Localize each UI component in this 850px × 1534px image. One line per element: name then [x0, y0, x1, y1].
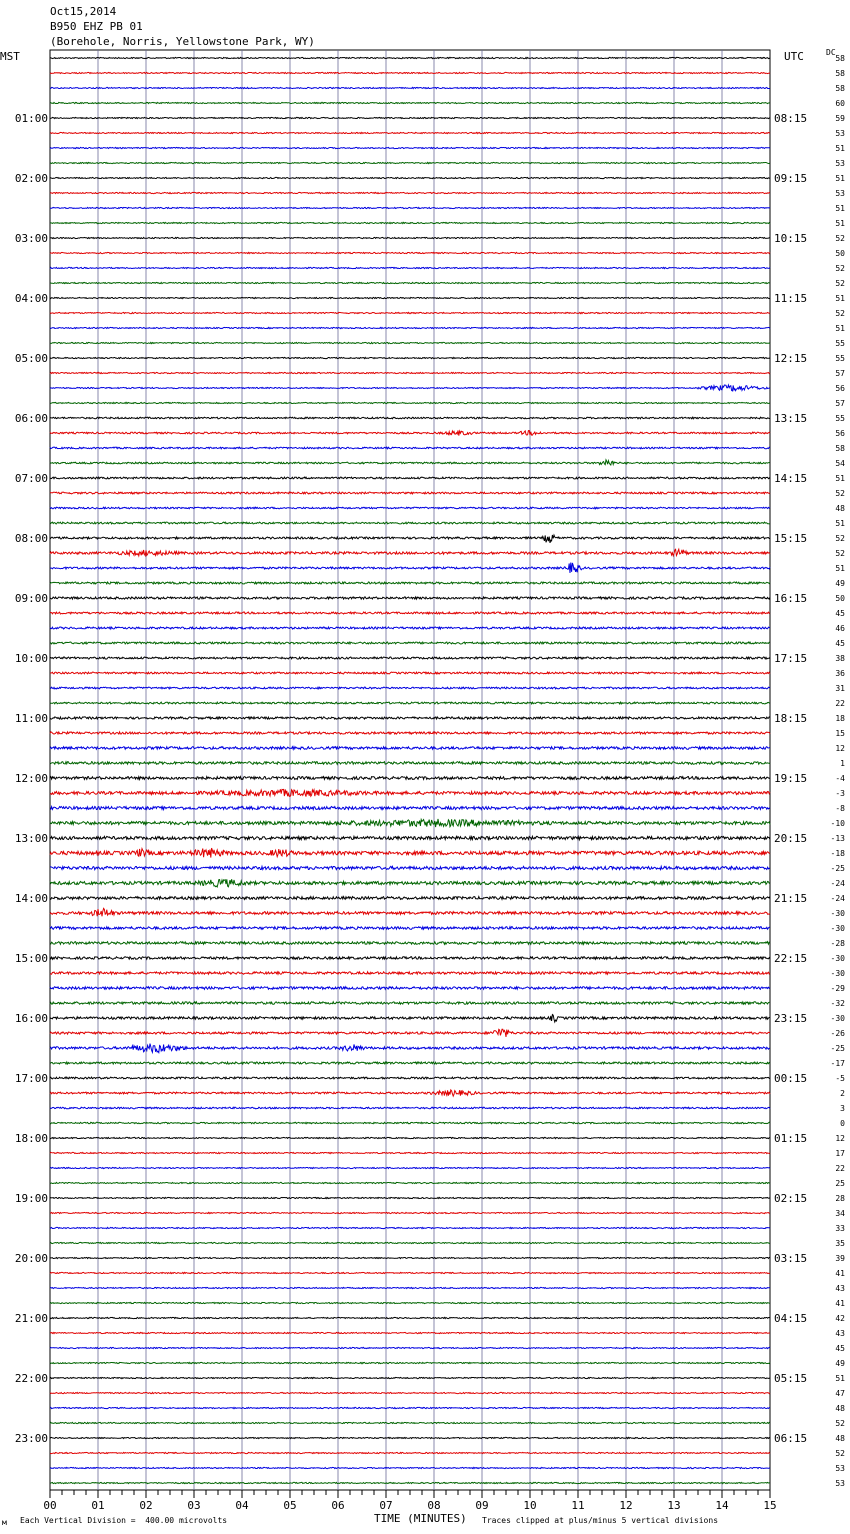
seismic-trace — [50, 1015, 770, 1023]
dc-offset-label: -13 — [830, 834, 845, 843]
seismic-trace — [50, 597, 770, 599]
dc-offset-label: 55 — [835, 354, 845, 363]
dc-offset-label: -5 — [835, 1074, 845, 1083]
seismic-trace — [50, 1482, 770, 1483]
x-tick-label: 06 — [331, 1499, 345, 1512]
seismic-trace — [50, 297, 770, 298]
seismic-trace — [50, 1122, 770, 1123]
dc-offset-label: 58 — [835, 54, 845, 63]
seismic-trace — [50, 1452, 770, 1453]
mst-hour-label: 17:00 — [14, 1072, 48, 1085]
utc-hour-label: 02:15 — [774, 1192, 808, 1205]
seismic-trace — [50, 1227, 770, 1228]
utc-hour-label: 19:15 — [774, 772, 808, 785]
mst-hour-label: 08:00 — [14, 532, 48, 545]
seismic-trace — [50, 1377, 770, 1378]
seismic-trace — [50, 1152, 770, 1153]
dc-offset-label: 48 — [835, 1404, 845, 1413]
utc-hour-label: 15:15 — [774, 532, 808, 545]
dc-offset-label: 56 — [835, 384, 845, 393]
dc-offset-label: 55 — [835, 414, 845, 423]
x-tick-label: 00 — [43, 1499, 57, 1512]
seismic-trace — [50, 747, 770, 750]
seismic-trace — [50, 372, 770, 373]
seismic-trace — [50, 879, 770, 887]
x-tick-label: 04 — [235, 1499, 249, 1512]
seismic-trace — [50, 927, 770, 930]
dc-offset-label: 47 — [835, 1389, 845, 1398]
seismic-trace — [50, 1302, 770, 1303]
seismic-trace — [50, 327, 770, 328]
dc-offset-label: 50 — [835, 594, 845, 603]
clip-note: Traces clipped at plus/minus 5 vertical divisions — [482, 1516, 719, 1525]
dc-offset-label: 17 — [835, 1149, 845, 1158]
dc-offset-label: 58 — [835, 69, 845, 78]
dc-offset-label: 51 — [835, 474, 845, 483]
seismic-trace — [50, 563, 770, 573]
seismic-trace — [50, 987, 770, 990]
utc-hour-label: 04:15 — [774, 1312, 808, 1325]
utc-hour-label: 16:15 — [774, 592, 808, 605]
seismic-trace — [50, 72, 770, 73]
seismic-trace — [50, 702, 770, 704]
seismic-trace — [50, 819, 770, 827]
seismic-trace — [50, 1272, 770, 1273]
seismic-trace — [50, 1317, 770, 1318]
dc-offset-label: -26 — [830, 1029, 845, 1038]
seismic-trace — [50, 672, 770, 674]
seismic-trace — [50, 535, 770, 543]
seismic-trace — [50, 1407, 770, 1408]
mst-hour-label: 20:00 — [14, 1252, 48, 1265]
seismic-trace — [50, 908, 770, 916]
seismic-trace — [50, 1062, 770, 1064]
utc-hour-label: 20:15 — [774, 832, 808, 845]
dc-offset-label: 51 — [835, 204, 845, 213]
seismic-trace — [50, 762, 770, 765]
utc-hour-label: 23:15 — [774, 1012, 808, 1025]
mst-hour-label: 02:00 — [14, 172, 48, 185]
seismic-trace — [50, 732, 770, 734]
seismic-trace — [50, 460, 770, 465]
dc-offset-label: -4 — [835, 774, 845, 783]
dc-offset-label: 51 — [835, 174, 845, 183]
seismic-trace — [50, 1197, 770, 1198]
dc-offset-label: 59 — [835, 114, 845, 123]
dc-offset-label: 53 — [835, 159, 845, 168]
seismic-trace — [50, 1137, 770, 1138]
dc-offset-label: 51 — [835, 564, 845, 573]
x-tick-label: 14 — [715, 1499, 729, 1512]
dc-offset-label: 58 — [835, 444, 845, 453]
dc-offset-label: 52 — [835, 234, 845, 243]
seismic-trace — [50, 312, 770, 313]
x-axis-label: TIME (MINUTES) — [374, 1512, 467, 1525]
dc-offset-label: 52 — [835, 309, 845, 318]
seismic-trace — [50, 162, 770, 163]
dc-offset-label: -3 — [835, 789, 845, 798]
seismic-trace — [50, 1044, 770, 1053]
seismic-trace — [50, 1182, 770, 1183]
seismic-trace — [50, 477, 770, 479]
mst-hour-label: 03:00 — [14, 232, 48, 245]
utc-hour-label: 05:15 — [774, 1372, 808, 1385]
dc-offset-label: -30 — [830, 909, 845, 918]
dc-offset-label: 34 — [835, 1209, 845, 1218]
seismic-trace — [50, 789, 770, 796]
seismic-trace — [50, 222, 770, 223]
dc-offset-label: -25 — [830, 864, 845, 873]
seismic-trace — [50, 972, 770, 974]
seismic-trace — [50, 507, 770, 509]
dc-offset-label: 35 — [835, 1239, 845, 1248]
dc-offset-label: 31 — [835, 684, 845, 693]
seismic-trace — [50, 192, 770, 193]
dc-offset-label: -30 — [830, 969, 845, 978]
dc-offset-label: 45 — [835, 609, 845, 618]
x-tick-label: 15 — [763, 1499, 777, 1512]
dc-offset-label: 52 — [835, 264, 845, 273]
dc-offset-label: 36 — [835, 669, 845, 678]
seismic-trace — [50, 102, 770, 103]
dc-offset-label: 50 — [835, 249, 845, 258]
utc-hour-label: 12:15 — [774, 352, 808, 365]
dc-offset-label: 45 — [835, 639, 845, 648]
dc-offset-label: -30 — [830, 1014, 845, 1023]
utc-hour-label: 21:15 — [774, 892, 808, 905]
utc-hour-label: 08:15 — [774, 112, 808, 125]
scale-note: Each Vertical Division = 400.00 microvolts — [20, 1516, 228, 1525]
dc-offset-label: 48 — [835, 1434, 845, 1443]
dc-offset-label: 12 — [835, 1134, 845, 1143]
dc-offset-label: 52 — [835, 489, 845, 498]
seismic-trace — [50, 237, 770, 238]
seismic-trace — [50, 522, 770, 524]
dc-offset-label: 48 — [835, 504, 845, 513]
dc-offset-label: 3 — [840, 1104, 845, 1113]
seismic-trace — [50, 1029, 770, 1037]
seismic-trace — [50, 717, 770, 719]
x-tick-label: 05 — [283, 1499, 297, 1512]
x-tick-label: 01 — [91, 1499, 105, 1512]
seismic-trace — [50, 1347, 770, 1348]
plot-date: Oct15,2014 — [50, 5, 117, 18]
seismic-trace — [50, 897, 770, 900]
mst-hour-label: 19:00 — [14, 1192, 48, 1205]
seismic-trace — [50, 1212, 770, 1213]
dc-offset-label: 12 — [835, 744, 845, 753]
seismic-trace — [50, 207, 770, 208]
dc-offset-label: 53 — [835, 129, 845, 138]
utc-hour-label: 06:15 — [774, 1432, 808, 1445]
dc-offset-label: 60 — [835, 99, 845, 108]
dc-offset-label: 46 — [835, 624, 845, 633]
utc-hour-label: 10:15 — [774, 232, 808, 245]
dc-offset-label: -25 — [830, 1044, 845, 1053]
plot-location: (Borehole, Norris, Yellowstone Park, WY) — [50, 35, 315, 48]
dc-offset-label: 51 — [835, 324, 845, 333]
dc-offset-label: 49 — [835, 1359, 845, 1368]
x-tick-label: 12 — [619, 1499, 633, 1512]
x-tick-label: 13 — [667, 1499, 681, 1512]
mst-hour-label: 09:00 — [14, 592, 48, 605]
seismic-trace — [50, 267, 770, 268]
seismic-trace — [50, 1167, 770, 1168]
seismic-trace — [50, 57, 770, 58]
mst-hour-label: 07:00 — [14, 472, 48, 485]
utc-hour-label: 18:15 — [774, 712, 808, 725]
dc-offset-label: 52 — [835, 279, 845, 288]
dc-offset-label: 1 — [840, 759, 845, 768]
dc-offset-label: -32 — [830, 999, 845, 1008]
dc-offset-label: 57 — [835, 369, 845, 378]
dc-offset-label: 43 — [835, 1284, 845, 1293]
utc-hour-label: 11:15 — [774, 292, 808, 305]
x-tick-label: 10 — [523, 1499, 537, 1512]
mst-hour-label: 21:00 — [14, 1312, 48, 1325]
mst-hour-label: 23:00 — [14, 1432, 48, 1445]
dc-offset-label: 22 — [835, 699, 845, 708]
seismic-trace — [50, 385, 770, 391]
plot-station: B950 EHZ PB 01 — [50, 20, 143, 33]
plot-frame — [50, 50, 770, 1490]
seismic-trace — [50, 627, 770, 629]
dc-offset-label: -30 — [830, 924, 845, 933]
seismic-trace — [50, 1467, 770, 1468]
corner-mark: м — [2, 1518, 7, 1527]
seismic-trace — [50, 957, 770, 959]
dc-offset-label: -10 — [830, 819, 845, 828]
dc-offset-label: 28 — [835, 1194, 845, 1203]
seismic-trace — [50, 777, 770, 780]
utc-hour-label: 14:15 — [774, 472, 808, 485]
dc-offset-label: 38 — [835, 654, 845, 663]
seismic-trace — [50, 1090, 770, 1096]
dc-offset-label: 39 — [835, 1254, 845, 1263]
seismic-trace — [50, 1257, 770, 1258]
mst-hour-label: 22:00 — [14, 1372, 48, 1385]
seismic-trace — [50, 1002, 770, 1004]
utc-hour-label: 17:15 — [774, 652, 808, 665]
x-tick-label: 08 — [427, 1499, 441, 1512]
mst-hour-label: 11:00 — [14, 712, 48, 725]
dc-offset-label: 25 — [835, 1179, 845, 1188]
x-tick-label: 09 — [475, 1499, 489, 1512]
dc-offset-label: -30 — [830, 954, 845, 963]
dc-offset-label: -24 — [830, 879, 845, 888]
utc-hour-label: 22:15 — [774, 952, 808, 965]
seismic-trace — [50, 1392, 770, 1393]
seismic-trace — [50, 1287, 770, 1288]
dc-offset-label: 51 — [835, 144, 845, 153]
mst-hour-label: 04:00 — [14, 292, 48, 305]
dc-offset-label: 41 — [835, 1299, 845, 1308]
dc-offset-label: 53 — [835, 1464, 845, 1473]
seismic-trace — [50, 117, 770, 118]
dc-offset-label: -8 — [835, 804, 845, 813]
seismic-trace — [50, 1332, 770, 1333]
dc-offset-label: 0 — [840, 1119, 845, 1128]
seismic-trace — [50, 132, 770, 133]
dc-offset-label: 57 — [835, 399, 845, 408]
seismic-trace — [50, 582, 770, 584]
mst-hour-label: 12:00 — [14, 772, 48, 785]
seismic-trace — [50, 282, 770, 283]
seismic-trace — [50, 807, 770, 810]
mst-hour-label: 01:00 — [14, 112, 48, 125]
mst-hour-label: 18:00 — [14, 1132, 48, 1145]
dc-offset-label: 53 — [835, 189, 845, 198]
utc-hour-label: 01:15 — [774, 1132, 808, 1145]
seismic-trace — [50, 836, 770, 839]
dc-offset-label: 41 — [835, 1269, 845, 1278]
dc-offset-label: 43 — [835, 1329, 845, 1338]
utc-hour-label: 03:15 — [774, 1252, 808, 1265]
dc-offset-label: -28 — [830, 939, 845, 948]
seismic-trace — [50, 1362, 770, 1363]
mst-hour-label: 15:00 — [14, 952, 48, 965]
seismic-trace — [50, 1437, 770, 1438]
left-timezone: MST — [0, 50, 20, 63]
seismic-trace — [50, 431, 770, 436]
dc-offset-label: 15 — [835, 729, 845, 738]
dc-offset-label: 51 — [835, 219, 845, 228]
seismic-trace — [50, 1242, 770, 1243]
seismic-trace — [50, 687, 770, 689]
dc-header: DC — [826, 48, 836, 57]
dc-offset-label: -18 — [830, 849, 845, 858]
x-tick-label: 11 — [571, 1499, 585, 1512]
x-tick-label: 07 — [379, 1499, 393, 1512]
mst-hour-label: 13:00 — [14, 832, 48, 845]
x-tick-label: 03 — [187, 1499, 201, 1512]
dc-offset-label: 45 — [835, 1344, 845, 1353]
seismic-trace — [50, 342, 770, 343]
seismic-trace — [50, 252, 770, 253]
seismic-trace — [50, 657, 770, 659]
dc-offset-label: 51 — [835, 294, 845, 303]
dc-offset-label: 56 — [835, 429, 845, 438]
dc-offset-label: 55 — [835, 339, 845, 348]
dc-offset-label: 58 — [835, 84, 845, 93]
seismic-trace — [50, 1077, 770, 1079]
dc-offset-label: 18 — [835, 714, 845, 723]
seismic-trace — [50, 447, 770, 449]
seismic-trace — [50, 147, 770, 148]
seismic-trace — [50, 177, 770, 178]
seismic-trace — [50, 402, 770, 403]
right-timezone: UTC — [784, 50, 804, 63]
mst-hour-label: 05:00 — [14, 352, 48, 365]
seismic-trace — [50, 866, 770, 869]
dc-offset-label: 52 — [835, 549, 845, 558]
seismic-trace — [50, 612, 770, 614]
dc-offset-label: 42 — [835, 1314, 845, 1323]
mst-hour-label: 14:00 — [14, 892, 48, 905]
seismic-trace — [50, 87, 770, 88]
utc-hour-label: 09:15 — [774, 172, 808, 185]
dc-offset-label: 49 — [835, 579, 845, 588]
dc-offset-label: 54 — [835, 459, 845, 468]
seismic-trace — [50, 492, 770, 494]
mst-hour-label: 16:00 — [14, 1012, 48, 1025]
seismic-trace — [50, 549, 770, 556]
dc-offset-label: -17 — [830, 1059, 845, 1068]
seismic-trace — [50, 848, 770, 858]
utc-hour-label: 00:15 — [774, 1072, 808, 1085]
seismic-trace — [50, 417, 770, 419]
mst-hour-label: 06:00 — [14, 412, 48, 425]
dc-offset-label: 52 — [835, 534, 845, 543]
seismic-trace — [50, 942, 770, 945]
seismic-trace — [50, 1422, 770, 1423]
seismic-trace — [50, 357, 770, 358]
dc-offset-label: 52 — [835, 1419, 845, 1428]
dc-offset-label: -24 — [830, 894, 845, 903]
dc-offset-label: 2 — [840, 1089, 845, 1098]
mst-hour-label: 10:00 — [14, 652, 48, 665]
seismic-trace — [50, 1107, 770, 1109]
dc-offset-label: 52 — [835, 1449, 845, 1458]
dc-offset-label: 51 — [835, 1374, 845, 1383]
dc-offset-label: 51 — [835, 519, 845, 528]
x-tick-label: 02 — [139, 1499, 153, 1512]
dc-offset-label: 33 — [835, 1224, 845, 1233]
dc-offset-label: 53 — [835, 1479, 845, 1488]
utc-hour-label: 13:15 — [774, 412, 808, 425]
dc-offset-label: 22 — [835, 1164, 845, 1173]
seismic-trace — [50, 642, 770, 644]
dc-offset-label: -29 — [830, 984, 845, 993]
